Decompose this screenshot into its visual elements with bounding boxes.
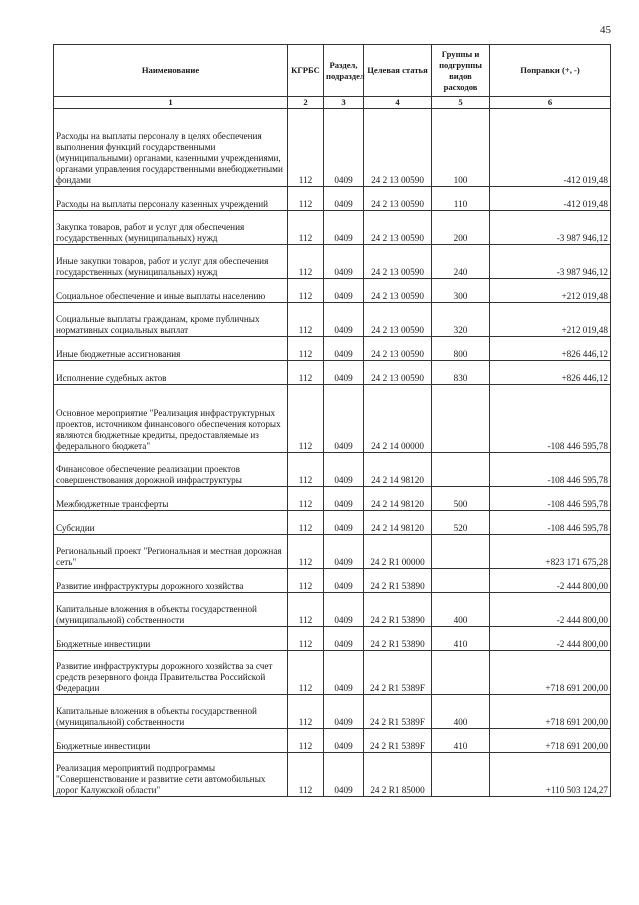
row-group [432,535,490,569]
row-amount: +826 446,12 [490,361,611,385]
row-kgrbs: 112 [288,361,324,385]
row-amount: +212 019,48 [490,303,611,337]
header-row [54,45,611,97]
row-section: 0409 [324,487,364,511]
row-target: 24 2 13 00590 [364,211,432,245]
table-row [54,361,611,385]
row-name: Бюджетные инвестиции [54,729,288,753]
row-section: 0409 [324,535,364,569]
row-section: 0409 [324,453,364,487]
row-name: Расходы на выплаты персоналу казенных учреждений [54,187,288,211]
row-amount: -108 446 595,78 [490,453,611,487]
header-name: Наименование [54,45,288,97]
row-target: 24 2 14 98120 [364,453,432,487]
row-target: 24 2 R1 53890 [364,593,432,627]
row-kgrbs: 112 [288,753,324,797]
row-target: 24 2 13 00590 [364,361,432,385]
row-target: 24 2 R1 5389F [364,651,432,695]
row-target: 24 2 R1 85000 [364,753,432,797]
row-amount: -108 446 595,78 [490,487,611,511]
row-target: 24 2 14 98120 [364,487,432,511]
row-section: 0409 [324,627,364,651]
amendments-table [53,44,611,797]
row-name: Бюджетные инвестиции [54,627,288,651]
row-target: 24 2 R1 53890 [364,627,432,651]
row-group [432,569,490,593]
row-group: 300 [432,279,490,303]
table-row [54,187,611,211]
row-section: 0409 [324,245,364,279]
row-group: 240 [432,245,490,279]
column-number: 1 [54,97,288,109]
row-amount: +718 691 200,00 [490,695,611,729]
row-section: 0409 [324,361,364,385]
column-number: 2 [288,97,324,109]
table-row [54,453,611,487]
row-name: Капитальные вложения в объекты государственной (муниципальной) собственности [54,593,288,627]
row-section: 0409 [324,753,364,797]
row-name: Развитие инфраструктуры дорожного хозяйства за счет средств резервного фонда Правительства Российской Федерации [54,651,288,695]
table-row [54,535,611,569]
row-target: 24 2 13 00590 [364,337,432,361]
row-name: Иные бюджетные ассигнования [54,337,288,361]
row-kgrbs: 112 [288,279,324,303]
row-amount: -3 987 946,12 [490,211,611,245]
header-target: Целевая статья [364,45,432,97]
row-section: 0409 [324,385,364,453]
column-number: 4 [364,97,432,109]
row-name: Социальное обеспечение и иные выплаты населению [54,279,288,303]
table-row [54,651,611,695]
row-kgrbs: 112 [288,303,324,337]
row-kgrbs: 112 [288,337,324,361]
row-name: Финансовое обеспечение реализации проектов совершенствования дорожной инфраструктуры [54,453,288,487]
row-target: 24 2 R1 5389F [364,729,432,753]
row-amount: -2 444 800,00 [490,569,611,593]
row-group: 110 [432,187,490,211]
row-section: 0409 [324,695,364,729]
row-kgrbs: 112 [288,651,324,695]
row-amount: -3 987 946,12 [490,245,611,279]
row-target: 24 2 13 00590 [364,187,432,211]
row-section: 0409 [324,729,364,753]
table-row [54,593,611,627]
table-row [54,245,611,279]
row-group: 800 [432,337,490,361]
row-section: 0409 [324,593,364,627]
row-amount: +212 019,48 [490,279,611,303]
table-row [54,337,611,361]
row-group: 520 [432,511,490,535]
row-section: 0409 [324,651,364,695]
row-kgrbs: 112 [288,487,324,511]
row-kgrbs: 112 [288,695,324,729]
row-group: 410 [432,729,490,753]
column-number: 5 [432,97,490,109]
row-group: 400 [432,695,490,729]
header-groups: Группы и подгруппы видов расходов [432,45,490,97]
row-kgrbs: 112 [288,511,324,535]
row-target: 24 2 13 00590 [364,245,432,279]
table-row [54,753,611,797]
row-amount: -412 019,48 [490,109,611,187]
row-section: 0409 [324,337,364,361]
column-number: 3 [324,97,364,109]
table-row [54,511,611,535]
row-kgrbs: 112 [288,109,324,187]
row-name: Расходы на выплаты персоналу в целях обеспечения выполнения функций государственными (муниципальными) органами, казенными учреждениями, органами управления государственными внебюджетными фондами [54,109,288,187]
table-row [54,279,611,303]
table-row [54,211,611,245]
row-name: Субсидии [54,511,288,535]
row-group: 500 [432,487,490,511]
row-target: 24 2 R1 53890 [364,569,432,593]
row-amount: -108 446 595,78 [490,511,611,535]
row-name: Региональный проект "Региональная и местная дорожная сеть" [54,535,288,569]
table-row [54,487,611,511]
row-amount: -108 446 595,78 [490,385,611,453]
table-row [54,385,611,453]
table-row [54,569,611,593]
row-name: Капитальные вложения в объекты государственной (муниципальной) собственности [54,695,288,729]
row-target: 24 2 13 00590 [364,303,432,337]
row-kgrbs: 112 [288,627,324,651]
row-target: 24 2 14 98120 [364,511,432,535]
row-section: 0409 [324,211,364,245]
row-section: 0409 [324,511,364,535]
row-name: Развитие инфраструктуры дорожного хозяйства [54,569,288,593]
row-kgrbs: 112 [288,211,324,245]
row-group: 320 [432,303,490,337]
page-number: 45 [600,24,611,36]
row-section: 0409 [324,279,364,303]
row-amount: -412 019,48 [490,187,611,211]
table-row [54,695,611,729]
row-kgrbs: 112 [288,245,324,279]
row-target: 24 2 R1 00000 [364,535,432,569]
row-amount: +718 691 200,00 [490,729,611,753]
header-section: Раздел, подраздел [324,45,364,97]
row-group [432,453,490,487]
row-name: Реализация мероприятий подпрограммы "Совершенствование и развитие сети автомобильных дорог Калужской области" [54,753,288,797]
row-group: 100 [432,109,490,187]
row-name: Основное мероприятие "Реализация инфраструктурных проектов, источником финансового обеспечения которых являются бюджетные кредиты, предоставляемые из федерального бюджета" [54,385,288,453]
row-kgrbs: 112 [288,187,324,211]
row-amount: +823 171 675,28 [490,535,611,569]
row-amount: -2 444 800,00 [490,593,611,627]
row-name: Социальные выплаты гражданам, кроме публичных нормативных социальных выплат [54,303,288,337]
row-section: 0409 [324,109,364,187]
row-target: 24 2 14 00000 [364,385,432,453]
row-amount: +718 691 200,00 [490,651,611,695]
row-group: 200 [432,211,490,245]
row-section: 0409 [324,569,364,593]
row-name: Исполнение судебных актов [54,361,288,385]
row-kgrbs: 112 [288,569,324,593]
row-kgrbs: 112 [288,385,324,453]
column-number-row [54,97,611,109]
table-row [54,627,611,651]
row-name: Закупка товаров, работ и услуг для обеспечения государственных (муниципальных) нужд [54,211,288,245]
row-group: 830 [432,361,490,385]
row-section: 0409 [324,187,364,211]
row-group [432,651,490,695]
column-number: 6 [490,97,611,109]
table-row [54,729,611,753]
row-amount: -2 444 800,00 [490,627,611,651]
row-section: 0409 [324,303,364,337]
row-group [432,753,490,797]
table-row [54,109,611,187]
row-kgrbs: 112 [288,535,324,569]
header-amendments: Поправки (+, -) [490,45,611,97]
row-group [432,385,490,453]
header-kgrbs: КГРБС [288,45,324,97]
row-target: 24 2 13 00590 [364,109,432,187]
row-kgrbs: 112 [288,593,324,627]
row-amount: +110 503 124,27 [490,753,611,797]
row-kgrbs: 112 [288,729,324,753]
row-group: 410 [432,627,490,651]
row-kgrbs: 112 [288,453,324,487]
row-amount: +826 446,12 [490,337,611,361]
row-target: 24 2 13 00590 [364,279,432,303]
row-target: 24 2 R1 5389F [364,695,432,729]
row-name: Иные закупки товаров, работ и услуг для обеспечения государственных (муниципальных) нужд [54,245,288,279]
row-name: Межбюджетные трансферты [54,487,288,511]
row-group: 400 [432,593,490,627]
table-row [54,303,611,337]
